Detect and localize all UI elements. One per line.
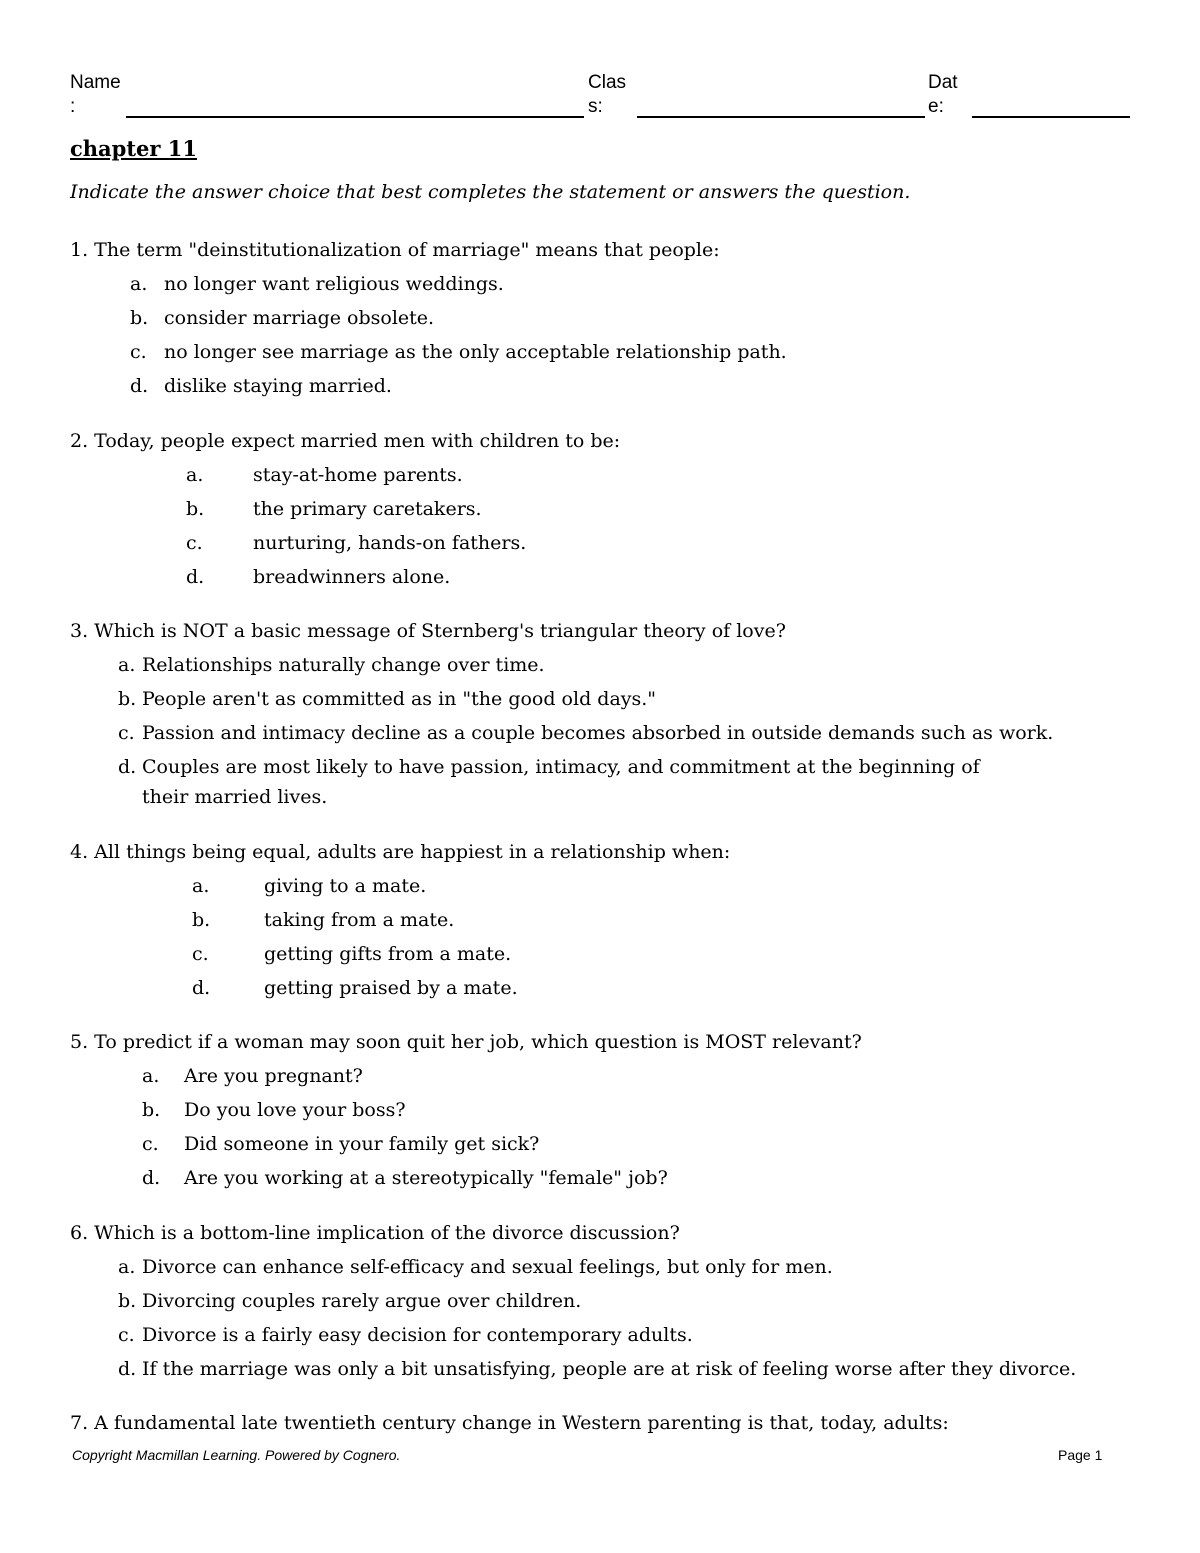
question-stem: 1. The term "deinstitutionalization of marriage" means that people:: [70, 239, 720, 261]
name-label: Name: [70, 72, 121, 93]
option-text: dislike staying married.: [164, 375, 392, 397]
option-letter: c.: [142, 1133, 159, 1155]
option-letter: a.: [118, 654, 136, 676]
answer-option[interactable]: [118, 648, 1070, 682]
answer-option[interactable]: [142, 1093, 862, 1127]
class-label: Clas: [588, 72, 627, 93]
option-text: stay-at-home parents.: [253, 464, 463, 486]
question-4: [70, 835, 730, 1005]
option-text: breadwinners alone.: [253, 566, 451, 588]
option-letter: c.: [118, 1324, 135, 1346]
option-letter: b.: [192, 909, 211, 931]
answer-option[interactable]: [130, 369, 787, 403]
question-stem: 2. Today, people expect married men with children to be:: [70, 430, 621, 452]
question-stem: 7. A fundamental late twentieth century change in Western parenting is that, today, adults:: [70, 1412, 949, 1434]
question-2: [70, 424, 620, 594]
answer-option[interactable]: [142, 1059, 862, 1093]
answer-option[interactable]: [142, 1161, 862, 1195]
answer-option[interactable]: [192, 971, 730, 1005]
class-label-suffix: s:: [588, 96, 603, 117]
option-text: no longer want religious weddings.: [164, 273, 504, 295]
option-letter: a.: [192, 875, 210, 897]
question-stem: 3. Which is NOT a basic message of Sternberg's triangular theory of love?: [70, 620, 786, 642]
answer-option[interactable]: [192, 937, 730, 971]
question-6: [70, 1216, 1076, 1386]
name-label-colon: :: [70, 96, 76, 117]
answer-option[interactable]: [130, 335, 787, 369]
answer-option[interactable]: [118, 1284, 1076, 1318]
footer-copyright: Copyright Macmillan Learning. Powered by Cognero.: [72, 1447, 401, 1463]
option-text: getting praised by a mate.: [264, 977, 518, 999]
option-letter: c.: [118, 722, 135, 744]
answer-option[interactable]: [186, 560, 620, 594]
option-text: Couples are most likely to have passion, intimacy, and commitment at the beginning of their married lives.: [142, 756, 980, 808]
answer-option[interactable]: [192, 903, 730, 937]
date-label: Dat: [928, 72, 958, 93]
question-stem: 5. To predict if a woman may soon quit her job, which question is MOST relevant?: [70, 1031, 862, 1053]
option-text: getting gifts from a mate.: [264, 943, 512, 965]
option-text: nurturing, hands-on fathers.: [253, 532, 527, 554]
option-letter: d.: [192, 977, 211, 999]
question-5: [70, 1025, 862, 1195]
option-text: no longer see marriage as the only acceptable relationship path.: [164, 341, 787, 363]
option-letter: a.: [118, 1256, 136, 1278]
option-letter: b.: [118, 1290, 137, 1312]
chapter-title: chapter 11: [70, 136, 198, 161]
class-field-line[interactable]: [637, 116, 925, 118]
answer-option[interactable]: [118, 1318, 1076, 1352]
answer-option[interactable]: [118, 682, 1070, 716]
name-field-line[interactable]: [126, 116, 584, 118]
date-label-suffix: e:: [928, 96, 944, 117]
option-letter: d.: [118, 1358, 137, 1380]
option-text: Divorcing couples rarely argue over children.: [142, 1290, 582, 1312]
answer-option[interactable]: [118, 716, 1070, 750]
option-text: If the marriage was only a bit unsatisfying, people are at risk of feeling worse after they divorce.: [142, 1358, 1077, 1380]
option-letter: b.: [118, 688, 137, 710]
option-letter: b.: [130, 307, 149, 329]
answer-option[interactable]: [118, 750, 1018, 812]
question-7: [70, 1406, 949, 1440]
answer-option[interactable]: [142, 1127, 862, 1161]
instructions: Indicate the answer choice that best completes the statement or answers the question.: [70, 181, 911, 203]
answer-option[interactable]: [130, 267, 787, 301]
option-letter: a.: [130, 273, 148, 295]
option-text: Divorce can enhance self-efficacy and sexual feelings, but only for men.: [142, 1256, 833, 1278]
answer-option[interactable]: [192, 869, 730, 903]
option-text: Are you working at a stereotypically "female" job?: [184, 1167, 668, 1189]
answer-option[interactable]: [118, 1352, 1076, 1386]
option-letter: d.: [118, 756, 137, 778]
option-letter: b.: [142, 1099, 161, 1121]
option-letter: d.: [130, 375, 149, 397]
answer-option[interactable]: [118, 1250, 1076, 1284]
date-field-line[interactable]: [972, 116, 1130, 118]
option-text: the primary caretakers.: [253, 498, 482, 520]
answer-option[interactable]: [186, 458, 620, 492]
option-text: Do you love your boss?: [184, 1099, 406, 1121]
option-text: Relationships naturally change over time.: [142, 654, 545, 676]
option-letter: d.: [186, 566, 205, 588]
option-text: People aren't as committed as in "the good old days.": [142, 688, 657, 710]
page-number: Page 1: [1058, 1447, 1103, 1463]
option-text: giving to a mate.: [264, 875, 427, 897]
option-text: consider marriage obsolete.: [164, 307, 435, 329]
option-text: Divorce is a fairly easy decision for contemporary adults.: [142, 1324, 693, 1346]
question-1: [70, 233, 787, 403]
question-3: [70, 614, 1070, 812]
answer-option[interactable]: [130, 301, 787, 335]
answer-option[interactable]: [186, 492, 620, 526]
option-text: Passion and intimacy decline as a couple becomes absorbed in outside demands such as work.: [142, 722, 1054, 744]
option-text: taking from a mate.: [264, 909, 455, 931]
option-letter: c.: [130, 341, 147, 363]
answer-option[interactable]: [186, 526, 620, 560]
option-text: Are you pregnant?: [184, 1065, 363, 1087]
option-letter: c.: [186, 532, 203, 554]
question-stem: 6. Which is a bottom-line implication of the divorce discussion?: [70, 1222, 680, 1244]
option-letter: a.: [186, 464, 204, 486]
option-letter: d.: [142, 1167, 161, 1189]
question-stem: 4. All things being equal, adults are happiest in a relationship when:: [70, 841, 731, 863]
option-letter: c.: [192, 943, 209, 965]
option-letter: b.: [186, 498, 205, 520]
option-letter: a.: [142, 1065, 160, 1087]
option-text: Did someone in your family get sick?: [184, 1133, 540, 1155]
